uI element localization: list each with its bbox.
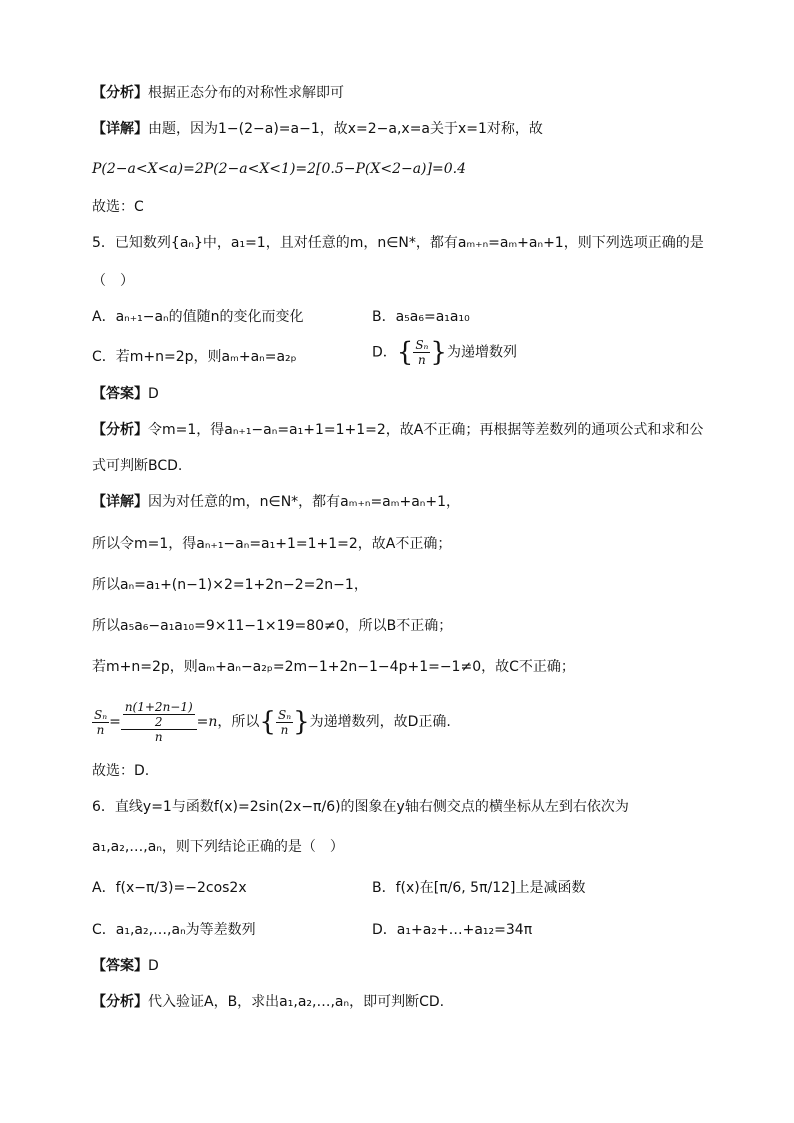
compound-denominator: n bbox=[154, 730, 163, 744]
inner-fraction bbox=[123, 700, 195, 729]
sn-over-n-fraction bbox=[413, 338, 430, 367]
q4-detail-formula: P(2−a<X<a)=2P(2−a<X<1)=2[0.5−P(X<2−a)]=0.4 bbox=[92, 161, 466, 177]
answer-tag: 【答案】 bbox=[92, 386, 148, 402]
analysis-tag: 【分析】 bbox=[92, 422, 148, 438]
q5-option-c: C．若m+n=2p，则aₘ+aₙ=a₂ₚ bbox=[92, 349, 297, 365]
right-brace: } bbox=[293, 707, 310, 737]
detail-tag: 【详解】 bbox=[92, 121, 148, 137]
q5-option-d bbox=[372, 338, 517, 367]
q4-detail bbox=[92, 118, 543, 140]
q5-analysis-cont: 式可判断BCD. bbox=[92, 458, 183, 474]
q5-detail bbox=[92, 491, 460, 513]
fraction-denominator: n bbox=[280, 722, 289, 737]
q5-option-a: A．aₙ₊₁−aₙ的值随n的变化而变化 bbox=[92, 309, 304, 325]
q5-option-b: B．a₅a₆=a₁a₁₀ bbox=[372, 309, 470, 325]
equals-sign: = bbox=[109, 714, 121, 730]
q5-detail-step-5: 若m+n=2p，则aₘ+aₙ−a₂ₚ=2m−1+2n−1−4p+1=−1≠0，故C不正确； bbox=[92, 659, 575, 675]
option-d-prefix: D． bbox=[372, 344, 397, 361]
answer-value: D bbox=[148, 958, 159, 974]
analysis-text: 令m=1，得aₙ₊₁−aₙ=a₁+1=1+1=2，故A不正确；再根据等差数列的通项公式和求和公 bbox=[148, 422, 704, 438]
q5-stem-paren: （ ） bbox=[92, 273, 134, 289]
q5-stem: 5．已知数列{aₙ}中，a₁=1，且对任意的m，n∈N*，都有aₘ₊ₙ=aₘ+aₙ+1，则下列选项正确的是 bbox=[92, 235, 704, 251]
analysis-text: 根据正态分布的对称性求解即可 bbox=[148, 85, 344, 101]
right-brace: } bbox=[430, 337, 447, 368]
fraction-denominator: n bbox=[96, 722, 105, 737]
detail-text: 因为对任意的m，n∈N*，都有aₘ₊ₙ=aₘ+aₙ+1， bbox=[148, 494, 461, 510]
option-d-suffix: 为递增数列 bbox=[446, 344, 517, 361]
detail-text: 由题，因为1−(2−a)=a−1，故x=2−a,x=a关于x=1对称，故 bbox=[148, 121, 543, 137]
q5-choice: 故选：D. bbox=[92, 763, 150, 779]
fraction-numerator: Sₙ bbox=[277, 707, 292, 722]
analysis-text: 代入验证A，B，求出a₁,a₂,…,aₙ，即可判断CD. bbox=[148, 994, 445, 1010]
q5-detail-step-6 bbox=[92, 700, 451, 744]
q5-detail-step-3: 所以aₙ=a₁+(n−1)×2=1+2n−2=2n−1， bbox=[92, 577, 368, 593]
q5-detail-step-4: 所以a₅a₆−a₁a₁₀=9×11−1×19=80≠0，所以B不正确； bbox=[92, 618, 453, 634]
q5-detail-step-2: 所以令m=1，得aₙ₊₁−aₙ=a₁+1=1+1=2，故A不正确； bbox=[92, 536, 452, 552]
q6-option-d: D．a₁+a₂+…+a₁₂=34π bbox=[372, 922, 533, 938]
q6-stem: 6．直线y=1与函数f(x)=2sin(2x−π/6)的图象在y轴右侧交点的横坐标从左到右依次为 bbox=[92, 799, 629, 815]
q5-analysis bbox=[92, 419, 703, 441]
q6-option-c: C．a₁,a₂,…,aₙ为等差数列 bbox=[92, 922, 256, 938]
q4-analysis bbox=[92, 82, 344, 104]
fraction-numerator: Sₙ bbox=[94, 707, 108, 722]
detail-tag: 【详解】 bbox=[92, 494, 148, 510]
compound-fraction bbox=[121, 700, 197, 744]
analysis-tag: 【分析】 bbox=[92, 85, 148, 101]
sn-over-n-fraction bbox=[92, 708, 109, 737]
q6-analysis bbox=[92, 991, 444, 1013]
q6-stem-cont: a₁,a₂,…,aₙ，则下列结论正确的是（ ） bbox=[92, 839, 344, 855]
answer-tag: 【答案】 bbox=[92, 958, 148, 974]
q6-option-a: A．f(x−π/3)=−2cos2x bbox=[92, 880, 247, 896]
analysis-tag: 【分析】 bbox=[92, 994, 148, 1010]
result: =n bbox=[196, 714, 218, 730]
left-brace: { bbox=[396, 337, 414, 368]
fraction-denominator: n bbox=[418, 353, 426, 367]
q6-answer bbox=[92, 955, 159, 977]
sn-over-n-fraction-2 bbox=[276, 708, 293, 737]
q5-answer bbox=[92, 383, 159, 405]
inner-denominator: 2 bbox=[154, 715, 163, 729]
answer-value: D bbox=[148, 386, 159, 402]
inner-numerator: n(1+2n−1) bbox=[124, 700, 193, 714]
detail-mid-text: ，所以 bbox=[217, 714, 260, 730]
q6-option-b: B．f(x)在[π/6, 5π/12]上是减函数 bbox=[372, 880, 586, 896]
fraction-numerator: Sₙ bbox=[415, 338, 429, 352]
detail-post-text: 为递增数列，故D正确. bbox=[309, 714, 451, 730]
left-brace: { bbox=[259, 707, 276, 737]
q4-choice: 故选：C bbox=[92, 199, 144, 215]
compound-numerator bbox=[121, 700, 197, 730]
